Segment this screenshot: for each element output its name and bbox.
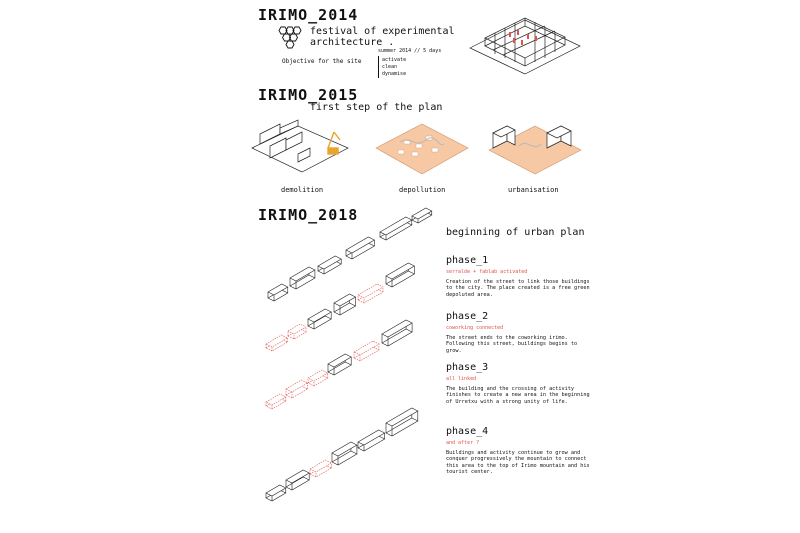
phase-2-block-shape-4 <box>334 294 355 315</box>
phase-2-body: The street ends to the coworking irimo. Following this street, buildings begins to grow. <box>446 335 578 354</box>
festival-structure-drawing <box>465 8 585 78</box>
phase-3-title: phase_3 <box>446 362 489 373</box>
phase-4-block-shape-4 <box>332 442 357 465</box>
phase-4-block-shape-5 <box>358 430 385 451</box>
phase-4-block <box>446 426 591 476</box>
phase-3-block-shape-5 <box>354 341 379 361</box>
festival-dates: summer 2014 // 5 days <box>378 48 442 54</box>
phase-3-block <box>446 362 591 405</box>
phase-4-block-shape-3 <box>310 460 331 477</box>
phase-3-block-shape-6 <box>382 320 412 346</box>
objective-3: dynamise <box>382 71 407 77</box>
phase-3-block-shape-1 <box>266 394 286 409</box>
phase-3-block-shape-4 <box>328 354 351 375</box>
phase-4-body: Buildings and activity continue to grow and conquer progressively the mountain to connect this area to the top of Irimo mountain and his tourist center. <box>446 450 590 476</box>
phase-1-block <box>446 255 591 298</box>
caption-urbanisation: urbanisation <box>508 186 559 194</box>
phase-1-block-shape-4 <box>346 237 374 259</box>
phase-2-title: phase_2 <box>446 311 489 322</box>
phase-1-block-shape-6 <box>412 208 432 223</box>
demolition-drawing <box>250 118 360 180</box>
phase-1-body: Creation of the street to link those buildings to the city. The place created is a free green depoluted area. <box>446 279 590 298</box>
objective-label: Objective for the site <box>282 58 362 65</box>
urbanisation-drawing <box>485 118 585 182</box>
phase-1-block-shape-1 <box>268 284 288 301</box>
caption-depollution: depollution <box>399 186 446 194</box>
objective-divider <box>378 56 379 78</box>
phase-4-title: phase_4 <box>446 426 489 437</box>
phase-1-block-shape-2 <box>290 267 315 289</box>
phase-2-tag: coworking connected <box>446 325 504 331</box>
phase-3-block-shape-2 <box>286 380 307 398</box>
caption-demolition: demolition <box>281 186 324 194</box>
phase-3-body: The building and the crossing of activity finishes to create a new area in the beginning of Urretxu with a strong unity of life. <box>446 386 590 405</box>
phase-2-block <box>446 311 591 354</box>
festival-line-2: architecture . <box>310 37 395 48</box>
phase-1-block-shape-5 <box>380 217 412 240</box>
objective-1: activate <box>382 57 407 63</box>
phase-drawings <box>262 216 442 526</box>
title-2014: IRIMO_2014 <box>258 6 359 24</box>
festival-line-1: festival of experimental <box>310 26 455 37</box>
objective-2: clean <box>382 64 398 70</box>
subtitle-2015: first step of the plan <box>310 102 443 113</box>
title-2018: IRIMO_2018 <box>258 206 359 224</box>
phase-2-block-shape-5 <box>358 284 383 303</box>
phase-1-tag: serralde + fablab activated <box>446 269 528 275</box>
phase-3-tag: all linked <box>446 376 477 382</box>
phase-4-block-shape-6 <box>386 408 418 436</box>
phase-4-block-shape-1 <box>266 485 286 501</box>
title-2015: IRIMO_2015 <box>258 86 359 104</box>
phase-2-block-shape-6 <box>386 263 414 287</box>
depollution-drawing <box>372 118 472 182</box>
hexagon-logo-icon <box>276 26 306 48</box>
phase-1-title: phase_1 <box>446 255 489 266</box>
phase-3-block-shape-3 <box>308 370 328 386</box>
subtitle-2018: beginning of urban plan <box>446 227 585 238</box>
phase-4-tag: and after ? <box>446 440 480 446</box>
phase-2-block-shape-2 <box>288 324 306 339</box>
phase-2-block-shape-3 <box>308 309 331 329</box>
phase-1-block-shape-3 <box>318 256 341 274</box>
phase-2-block-shape-1 <box>266 335 287 351</box>
phase-4-block-shape-2 <box>286 470 309 490</box>
